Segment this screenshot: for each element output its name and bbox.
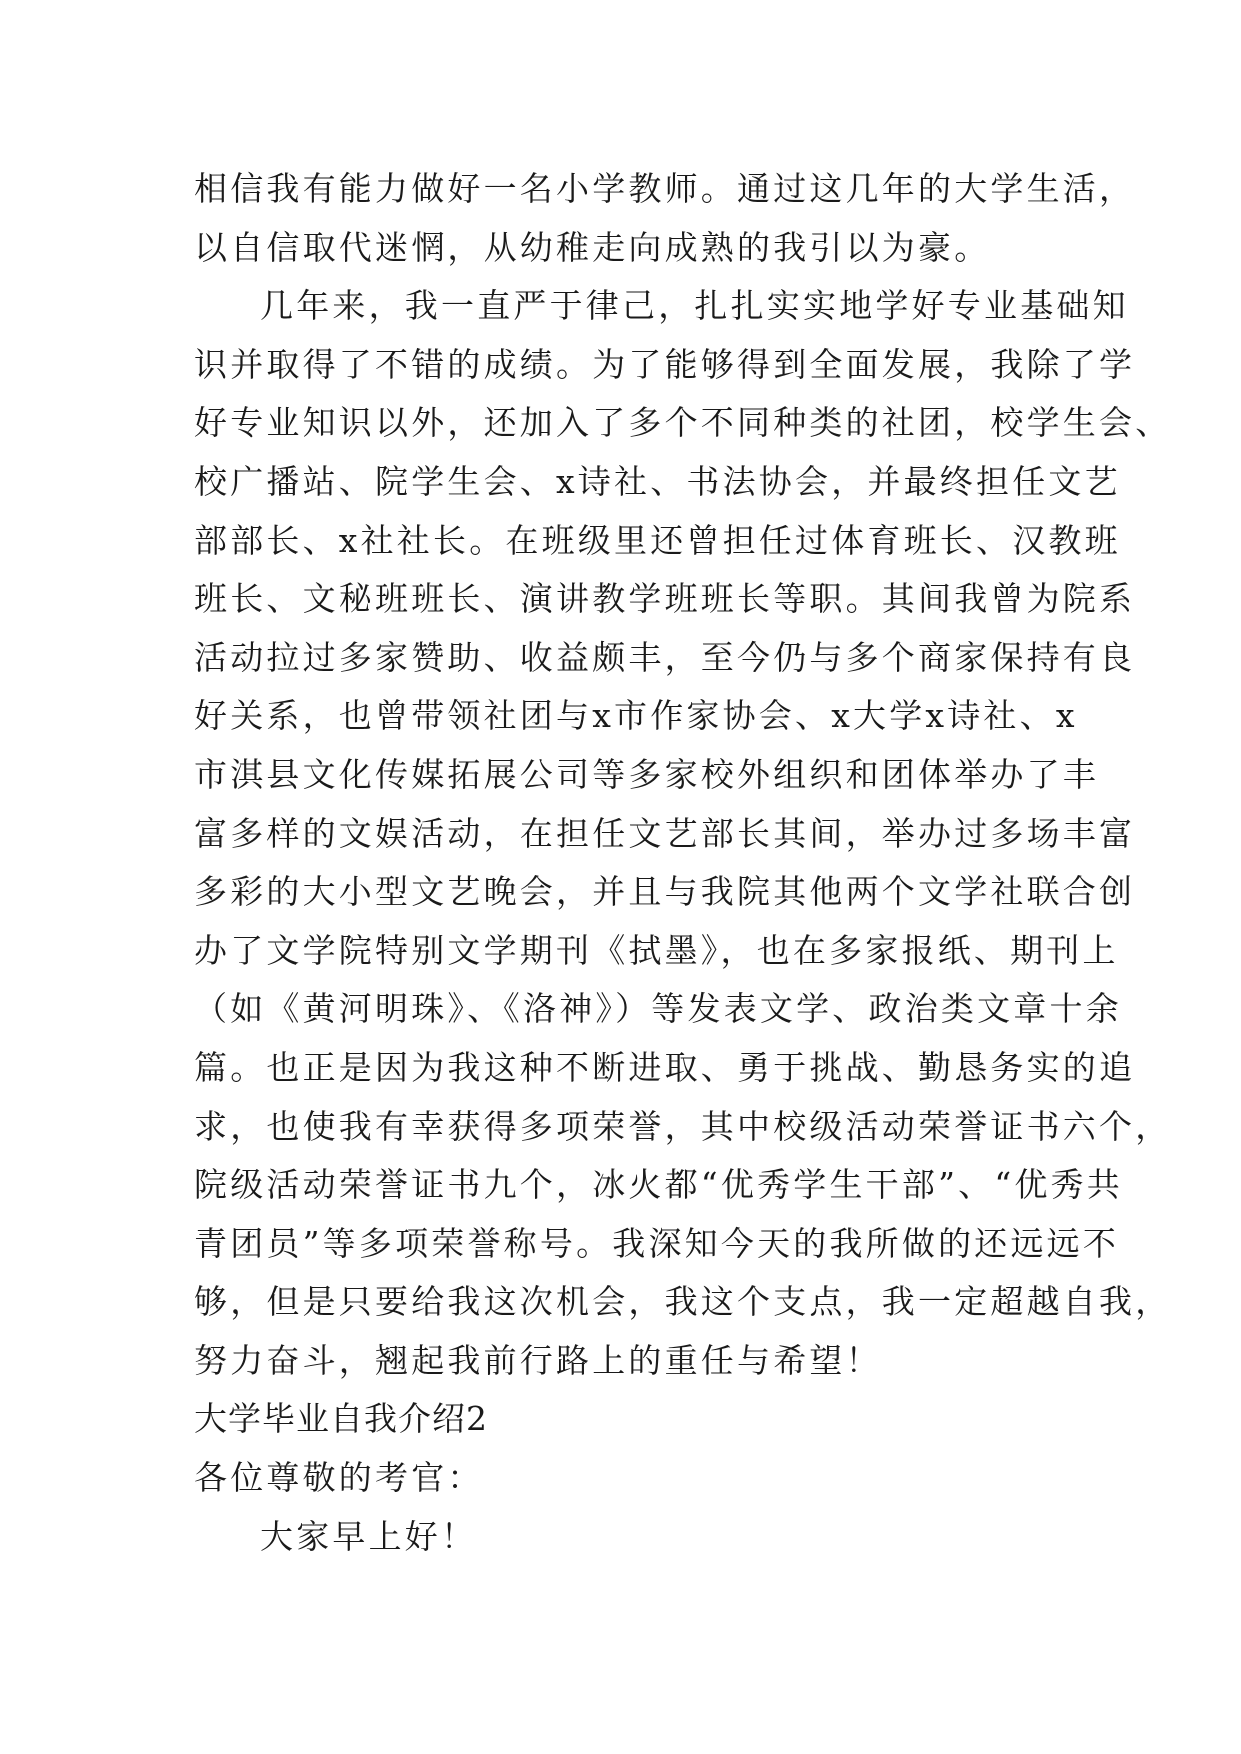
paragraph-2-line-9: 市淇县文化传媒拓展公司等多家校外组织和团体举办了丰	[194, 754, 1099, 794]
paragraph-2-line-17: 青团员”等多项荣誉称号。我深知今天的我所做的还远远不	[194, 1223, 1120, 1263]
paragraph-2-line-3: 好专业知识以外，还加入了多个不同种类的社团，校学生会、	[194, 403, 1172, 443]
paragraph-2-line-13: （如《黄河明珠》、《洛神》）等发表文学、政治类文章十余	[194, 989, 1122, 1029]
paragraph-2-line-2: 识并取得了不错的成绩。为了能够得到全面发展，我除了学	[194, 344, 1136, 384]
paragraph-2-line-11: 多彩的大小型文艺晚会，并且与我院其他两个文学社联合创	[194, 872, 1136, 912]
paragraph-1-line-2: 以自信取代迷惘，从幼稚走向成熟的我引以为豪。	[194, 227, 991, 267]
greeting: 大家早上好！	[260, 1516, 478, 1556]
section-title: 大学毕业自我介绍2	[194, 1399, 488, 1439]
paragraph-2-line-7: 活动拉过多家赞助、收益颇丰，至今仍与多个商家保持有良	[194, 637, 1136, 677]
paragraph-2-line-18: 够，但是只要给我这次机会，我这个支点，我一定超越自我，	[194, 1282, 1172, 1322]
paragraph-2-line-6: 班长、文秘班班长、演讲教学班班长等职。其间我曾为院系	[194, 579, 1136, 619]
salutation: 各位尊敬的考官：	[194, 1458, 484, 1498]
paragraph-2-line-4: 校广播站、院学生会、x诗社、书法协会，并最终担任文艺	[194, 461, 1121, 501]
paragraph-2-line-14: 篇。也正是因为我这种不断进取、勇于挑战、勤恳务实的追	[194, 1047, 1136, 1087]
paragraph-1-line-1: 相信我有能力做好一名小学教师。通过这几年的大学生活，	[194, 169, 1136, 208]
paragraph-2-line-15: 求，也使我有幸获得多项荣誉，其中校级活动荣誉证书六个，	[194, 1106, 1172, 1146]
document-page	[194, 160, 1172, 1566]
paragraph-2-line-8: 好关系，也曾带领社团与x市作家协会、x大学x诗社、x	[194, 696, 1078, 736]
paragraph-2-line-5: 部部长、x社社长。在班级里还曾担任过体育班长、汉教班	[194, 520, 1121, 560]
paragraph-2-line-12: 办了文学院特别文学期刊《拭墨》，也在多家报纸、期刊上	[194, 930, 1119, 970]
paragraph-2-line-1: 几年来，我一直严于律己，扎扎实实地学好专业基础知	[260, 286, 1129, 326]
paragraph-2-line-10: 富多样的文娱活动，在担任文艺部长其间，举办过多场丰富	[194, 813, 1136, 853]
paragraph-2-line-19: 努力奋斗，翘起我前行路上的重任与希望！	[194, 1340, 882, 1380]
paragraph-2-line-16: 院级活动荣誉证书九个，冰火都“优秀学生干部”、“优秀共	[194, 1165, 1124, 1205]
